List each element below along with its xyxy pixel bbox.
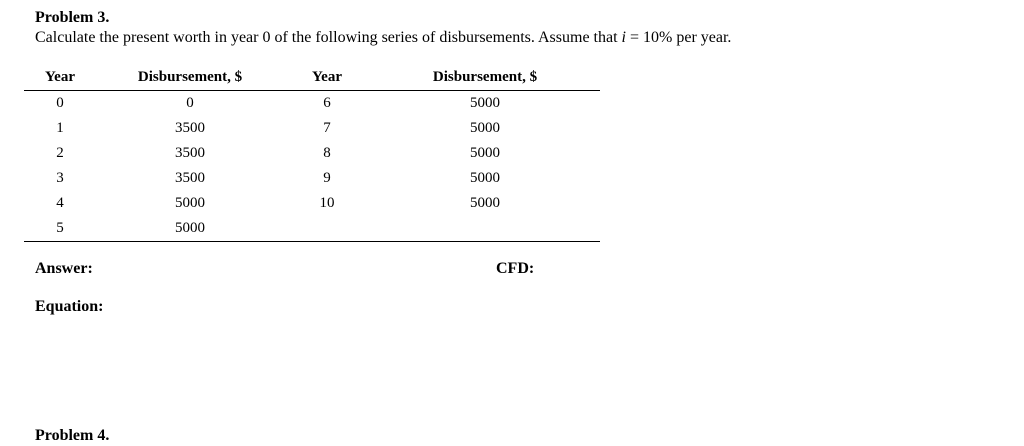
problem-statement <box>35 28 731 48</box>
statement-text-after: = 10% per year. <box>625 29 732 46</box>
table-cell: 3500 <box>175 170 205 186</box>
header-disbursement-2: Disbursement, $ <box>370 64 600 91</box>
table-cell: 5 <box>24 216 96 242</box>
table-cell <box>284 216 370 242</box>
header-year-2: Year <box>284 64 370 91</box>
table-row <box>24 116 600 141</box>
table-cell: 1 <box>56 120 64 136</box>
table-cell: 5000 <box>470 145 500 161</box>
table-cell: 0 <box>186 95 194 111</box>
table-cell: 5000 <box>175 195 205 211</box>
table-cell: 0 <box>56 95 64 111</box>
table-cell: 8 <box>323 145 331 161</box>
table-cell: 5000 <box>470 95 500 111</box>
table-cell: 5000 <box>96 216 284 242</box>
table-cell <box>370 216 600 242</box>
table-header-row <box>24 64 600 91</box>
table-cell: 5000 <box>470 195 500 211</box>
disbursement-table <box>24 64 600 242</box>
table-cell: 3500 <box>175 120 205 136</box>
table-row <box>24 216 600 242</box>
cfd-label: CFD: <box>496 260 535 277</box>
table-cell: 3 <box>56 170 64 186</box>
table-row <box>24 141 600 166</box>
table-cell: 4 <box>56 195 64 211</box>
table-cell: 5000 <box>470 120 500 136</box>
answer-label: Answer: <box>35 260 93 277</box>
table-cell: 10 <box>319 195 335 211</box>
problem-title: Problem 3. <box>35 9 110 26</box>
table-row <box>24 91 600 117</box>
table-cell: 3500 <box>175 145 205 161</box>
next-problem-title: Problem 4. <box>35 427 110 444</box>
interest-rate-variable: i <box>621 29 626 46</box>
table-cell: 5000 <box>470 170 500 186</box>
statement-text-before: Calculate the present worth in year 0 of the following series of disbursements. Assume that <box>35 29 622 46</box>
header-disbursement-1: Disbursement, $ <box>96 64 284 91</box>
disbursement-table-container <box>24 64 600 242</box>
table-cell: 7 <box>323 120 331 136</box>
header-year-1: Year <box>24 64 96 91</box>
table-cell: 2 <box>56 145 64 161</box>
table-row <box>24 191 600 216</box>
table-cell: 9 <box>323 170 331 186</box>
equation-label: Equation: <box>35 298 104 315</box>
table-cell: 6 <box>323 95 331 111</box>
table-row <box>24 166 600 191</box>
